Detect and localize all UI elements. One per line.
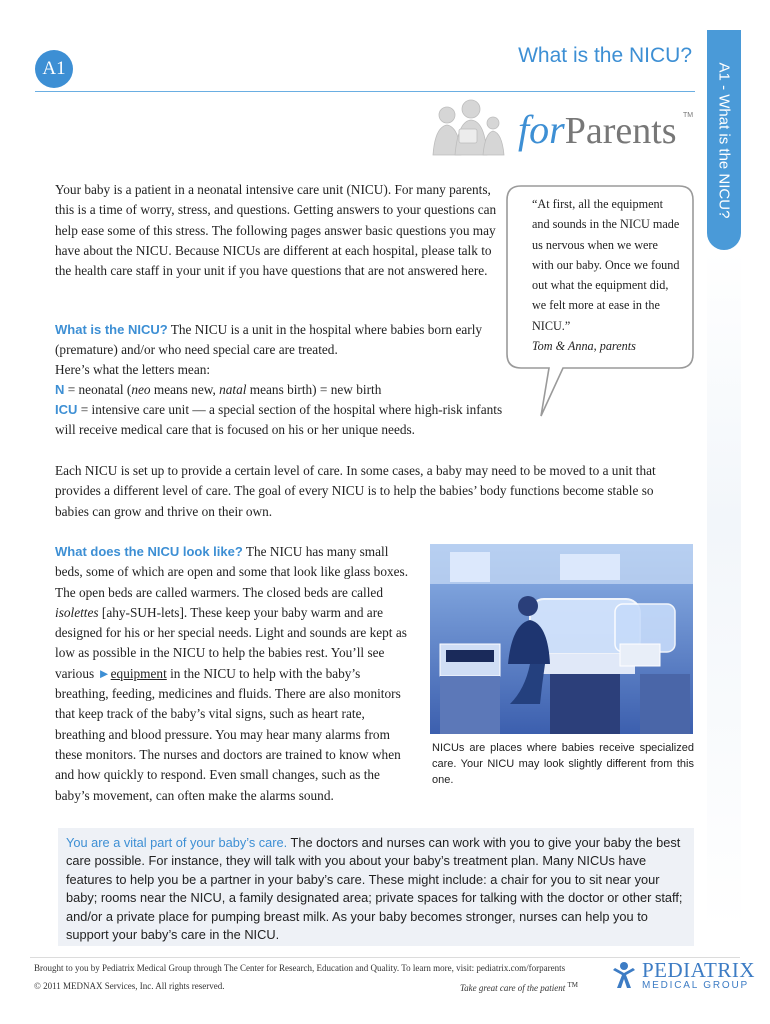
what-is-nicu-text: The NICU is a unit in the hospital where babies born early (premature) and/or who need special care are treated. bbox=[55, 322, 483, 358]
tagline-text: Take great care of the patient bbox=[460, 983, 566, 993]
n-def-mid: means new, bbox=[150, 382, 220, 397]
icu-definition bbox=[55, 400, 507, 441]
nicu-look-heading: What does the NICU look like? bbox=[55, 544, 243, 559]
n-definition bbox=[55, 380, 507, 400]
what-is-nicu-paragraph bbox=[55, 320, 507, 361]
vital-part-lead: You are a vital part of your baby’s care. bbox=[66, 835, 288, 850]
vital-part-body: The doctors and nurses can work with you to give your baby the best care possible. For instance, they will talk with you about your baby’s treatment plan. Many NICUs have features to help you be a partner in your baby’s care. These might include: a chair for you to sit near your baby; rooms near the NICU, a family designated area; private spaces for talking with the doctor or other staff; and/or a private place for pumping breast milk. As your baby becomes stronger, nurses can help you to support your baby’s care in the NICU. bbox=[66, 835, 683, 943]
pediatrix-logo-icon bbox=[609, 960, 639, 990]
intro-paragraph: Your baby is a patient in a neonatal intensive care unit (NICU). For many parents, this is a time of worry, stress, and questions. Getting answers to your questions can help ease some of this stress. The following pages answer basic questions you may have about the NICU. Because NICUs are different at each hospital, please talk to the health care staff in your unit if you have questions that are not answered here. bbox=[55, 182, 497, 279]
n-def-natal: natal bbox=[219, 382, 247, 397]
footer-brought-by: Brought to you by Pediatrix Medical Group through The Center for Research, Education and Quality. To learn more, visit: pediatrix.com/forparents bbox=[34, 963, 566, 973]
levels-of-care-paragraph: Each NICU is set up to provide a certain level of care. In some cases, a baby may need to be moved to a unit that provides a different level of care. The goal of every NICU is to help the babies’ body functions become stable so babies can grow and thrive on their own. bbox=[55, 463, 656, 519]
logo-for: for bbox=[518, 107, 565, 152]
link-arrow-icon: ► bbox=[97, 665, 111, 681]
n-def-pre: = neonatal ( bbox=[64, 382, 132, 397]
logo-parents: Parents bbox=[564, 110, 677, 152]
tagline-trademark: TM bbox=[567, 981, 578, 989]
equipment-link[interactable]: equipment bbox=[110, 665, 167, 681]
footer-copyright: © 2011 MEDNAX Services, Inc. All rights reserved. bbox=[34, 981, 225, 991]
n-def-neo: neo bbox=[131, 382, 151, 397]
nicu-look-paragraph bbox=[55, 542, 413, 806]
isolettes-term: isolettes bbox=[55, 604, 99, 620]
pediatrix-brand-name: PEDIATRIX bbox=[642, 958, 755, 982]
logo-trademark: TM bbox=[683, 112, 694, 119]
side-tab-label: A1 - What is the NICU? bbox=[715, 62, 733, 218]
parent-quote bbox=[532, 194, 682, 356]
pediatrix-brand-sub: MEDICAL GROUP bbox=[642, 980, 749, 991]
nicu-look-text-1: The NICU has many small beds, some of which are open and some that look like glass boxes. The open beds are called warmers. The closed beds are called bbox=[55, 544, 409, 600]
for-parents-logo bbox=[518, 106, 677, 153]
nicu-photo bbox=[430, 544, 693, 734]
nicu-look-text-2: [ahy-SUH-lets]. These keep your baby warm and are designed for his or her special needs. Light and sounds are kept as low as possible in the NICU to help the babies rest. You’ll see various bbox=[55, 604, 407, 681]
n-letter: N bbox=[55, 382, 65, 397]
footer-divider bbox=[30, 957, 740, 958]
letters-intro: Here’s what the letters mean: bbox=[55, 362, 211, 377]
photo-caption: NICUs are places where babies receive specialized care. Your NICU may look slightly different from this one. bbox=[432, 742, 694, 786]
nicu-look-text-3: in the NICU to help with the baby’s breathing, feeding, medicines and fluids. There are also monitors that keep track of the baby’s vital signs, such as heart rate, breathing and blood pressure. You may hear many alarms from these monitors. The nurses and doctors are trained to know when and how quickly to respond. Even small changes, such as the baby’s movement, can often make the alarms sound. bbox=[55, 665, 401, 803]
footer-tagline bbox=[460, 981, 578, 993]
side-strip bbox=[707, 250, 741, 930]
n-def-post: means birth) = new birth bbox=[246, 382, 382, 397]
header-divider bbox=[35, 91, 695, 92]
quote-text: “At first, all the equipment and sounds in the NICU made us nervous when we were with our baby. Once we found out what the equipment did, we felt more at ease in the NICU.” bbox=[532, 197, 680, 333]
vital-part-text bbox=[66, 834, 686, 944]
what-is-nicu-heading: What is the NICU? bbox=[55, 322, 168, 337]
page-title: What is the NICU? bbox=[518, 44, 692, 67]
quote-attribution: Tom & Anna, parents bbox=[532, 339, 636, 354]
icu-letter: ICU bbox=[55, 402, 78, 417]
section-badge: A1 bbox=[35, 50, 73, 88]
icu-def-text: = intensive care unit — a special section of the hospital where high-risk infants will receive medical care that is focused on his or her unique needs. bbox=[55, 402, 503, 438]
side-tab-label-wrap bbox=[707, 30, 741, 250]
